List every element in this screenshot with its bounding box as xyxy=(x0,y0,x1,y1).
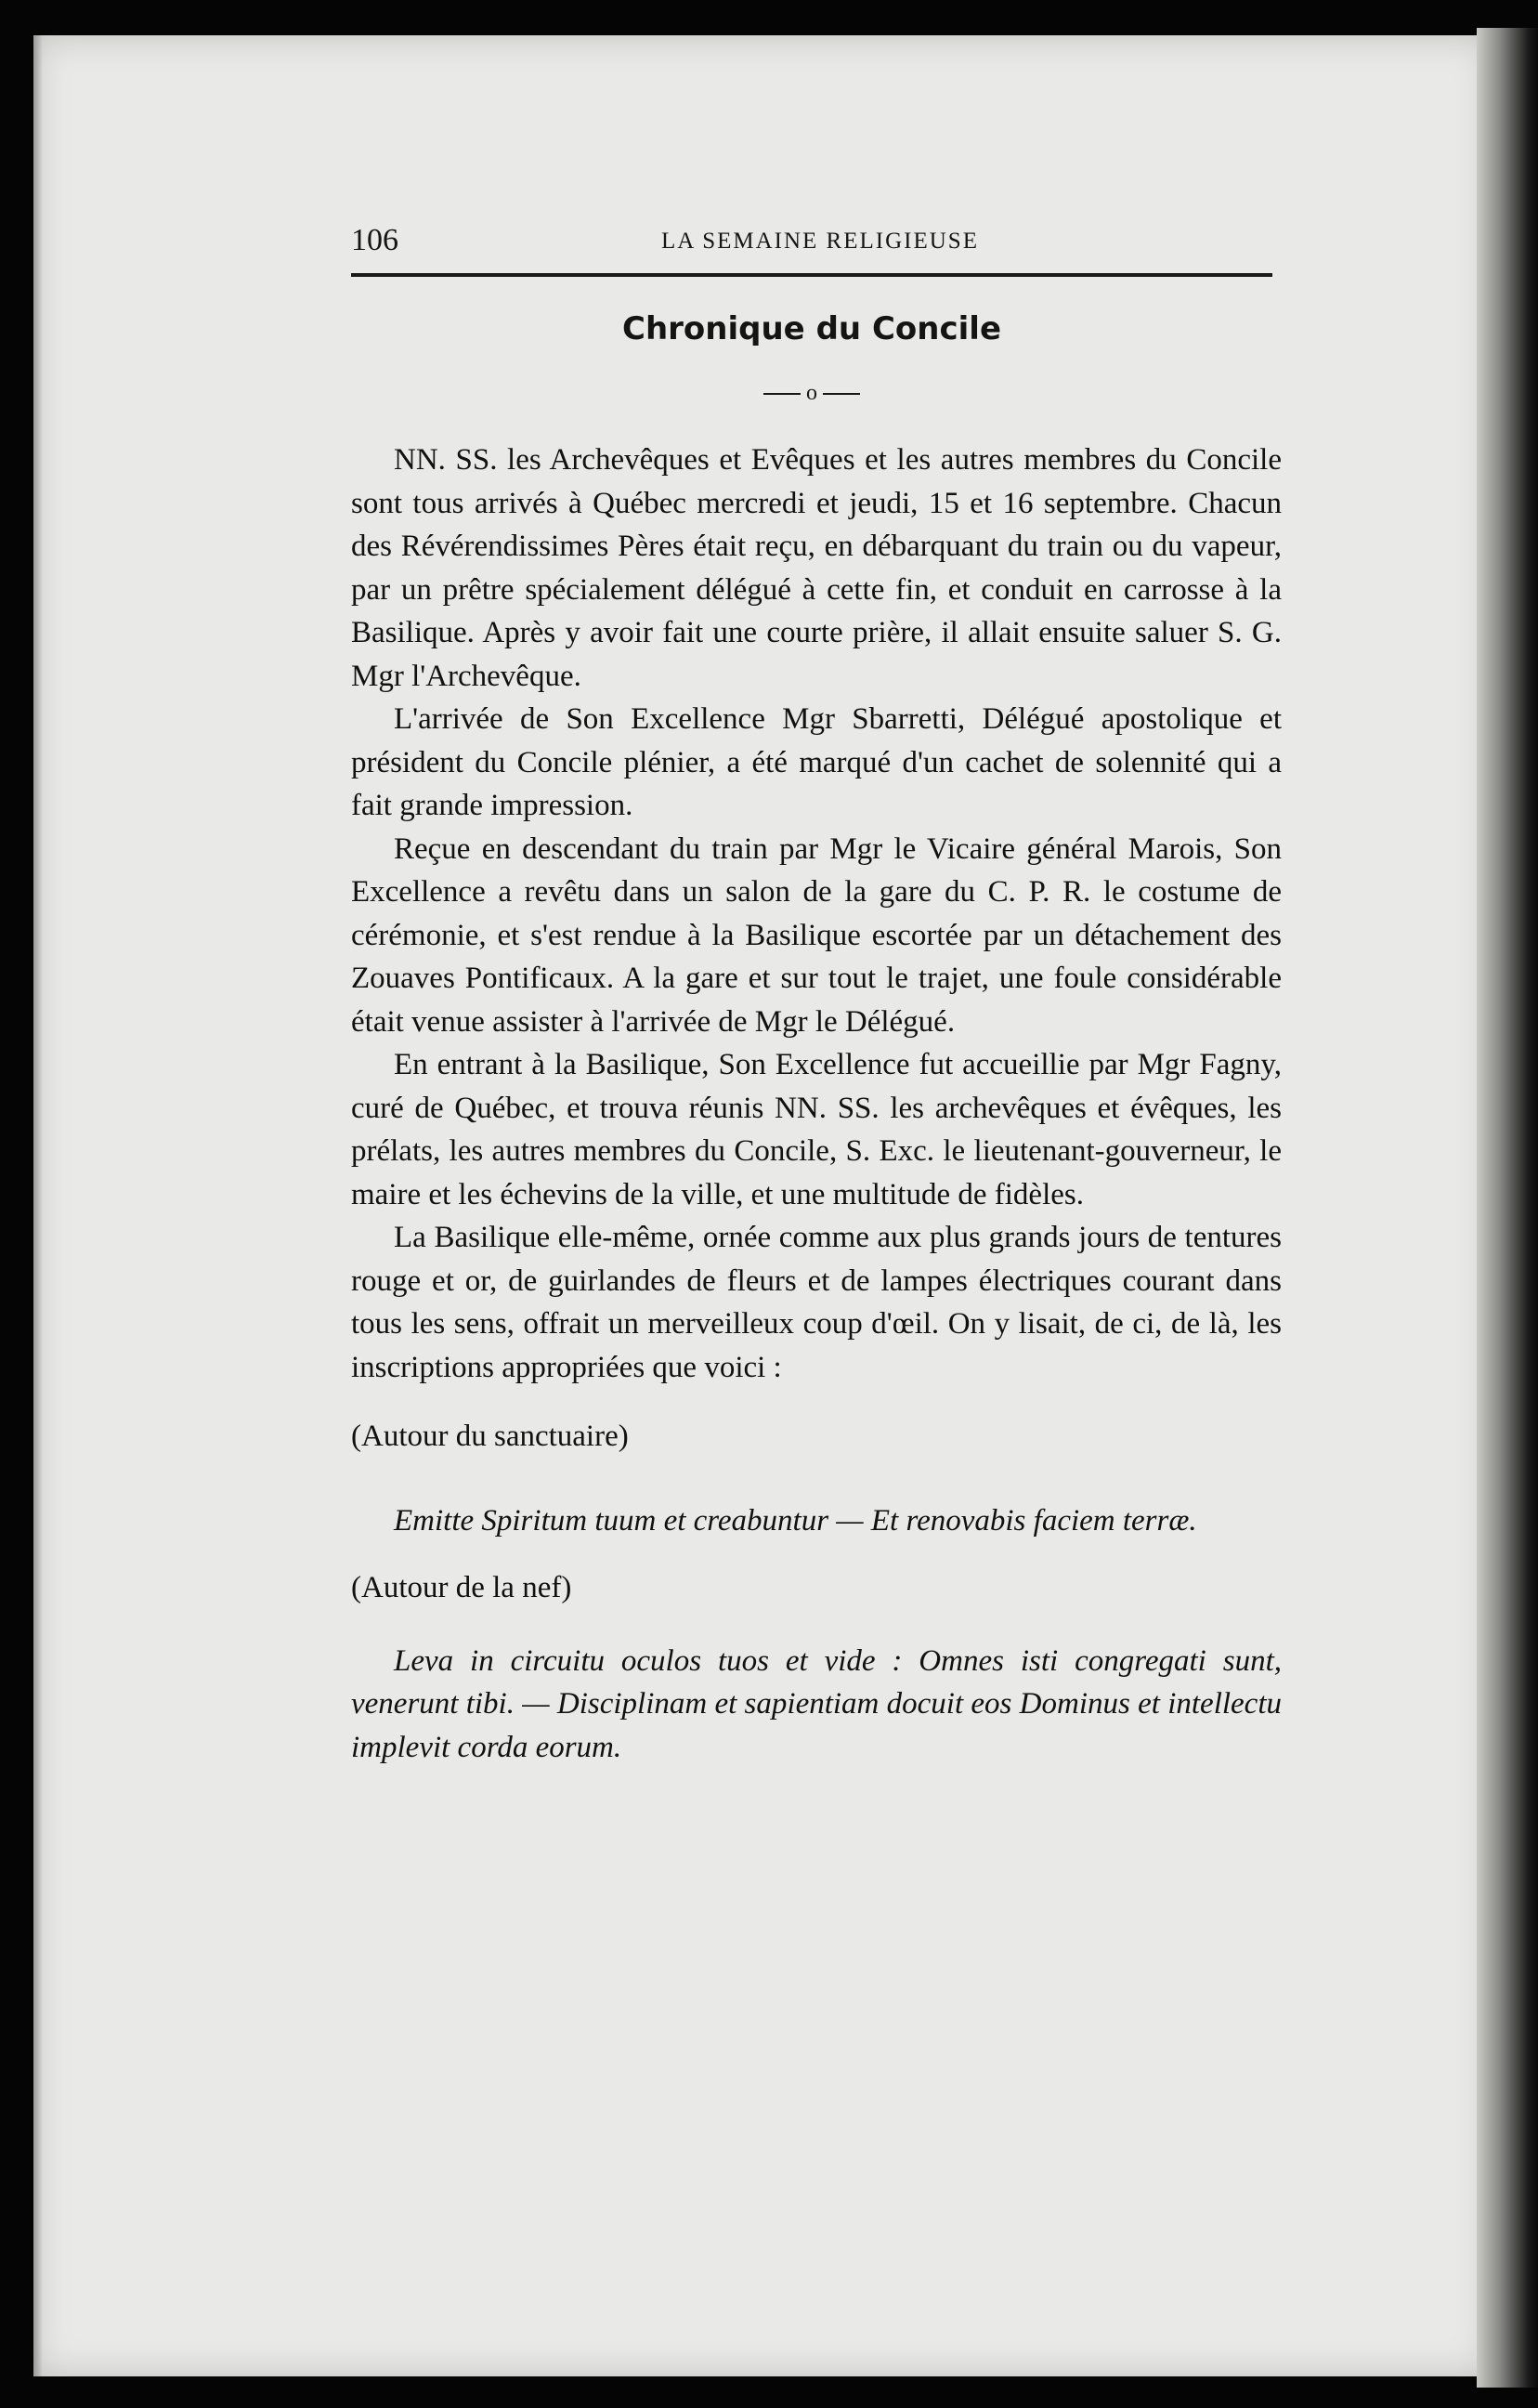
title-ornament xyxy=(351,381,1272,406)
inscription-heading-sanctuary: (Autour du sanctuaire) xyxy=(351,1420,629,1453)
article-body xyxy=(351,438,1282,1769)
page-left-edge xyxy=(33,35,43,2376)
inscription-text-sanctuary: Emitte Spiritum tuum et creabuntur — Et renovabis faciem terræ. xyxy=(394,1503,1197,1538)
paragraph-1: NN. SS. les Archevêques et Evêques et les autres membres du Concile sont tous arrivés à Québec mercredi et jeudi, 15 et 16 septembre. Chacun des Révérendissimes Pères était reçu, en débarquant du train ou du vapeur, par un prêtre spécialement délégué à cette fin, et conduit en carrosse à la Basilique. Après y avoir fait une courte prière, il allait ensuite saluer S. G. Mgr l'Archevêque. xyxy=(351,443,1282,693)
paragraph-3: Reçue en descendant du train par Mgr le Vicaire général Marois, Son Excellence a revêtu dans un salon de la gare du C. P. R. le costume de cérémonie, et s'est rendue à la Basilique escortée par un détachement des Zouaves Pontificaux. A la gare et sur tout le trajet, une foule considérable était venue assister à l'arrivée de Mgr le Délégué. xyxy=(351,831,1282,1039)
page-number: 106 xyxy=(351,223,398,257)
header-rule xyxy=(351,273,1272,277)
paragraph-5: La Basilique elle-même, ornée comme aux plus grands jours de tentures rouge et or, de guirlandes de fleurs et de lampes électriques courant dans tous les sens, offrait un merveilleux coup d'œil. On y lisait, de ci, de là, les inscriptions appropriées que voici : xyxy=(351,1221,1282,1384)
paragraph-2: L'arrivée de Son Excellence Mgr Sbarretti, Délégué apostolique et président du Concile plénier, a été marqué d'un cachet de solennité qui a fait grande impression. xyxy=(351,702,1282,822)
page-header xyxy=(351,223,1271,269)
ornament-dash-right xyxy=(823,393,860,395)
running-title: LA SEMAINE RELIGIEUSE xyxy=(661,229,979,254)
article-title: Chronique du Concile xyxy=(622,310,1001,347)
paragraph-4: En entrant à la Basilique, Son Excellence fut accueillie par Mgr Fagny, curé de Québec, et trouva réunis NN. SS. les archevêques et évêques, les prélats, les autres membres du Concile, S. Exc. le lieutenant-gouverneur, le maire et les échevins de la ville, et une multitude de fidèles. xyxy=(351,1048,1282,1211)
inscription-text-nave: Leva in circuitu oculos tuos et vide : Omnes isti congregati sunt, venerunt tibi. — Disciplinam et sapientiam docuit eos Dominus et intellectu implevit corda eorum. xyxy=(351,1643,1282,1764)
inscription-heading-nave: (Autour de la nef) xyxy=(351,1571,572,1604)
ornament-dash-left xyxy=(763,393,801,395)
book-spine-shadow xyxy=(1477,28,1538,2388)
ornament-mark: o xyxy=(806,381,817,405)
